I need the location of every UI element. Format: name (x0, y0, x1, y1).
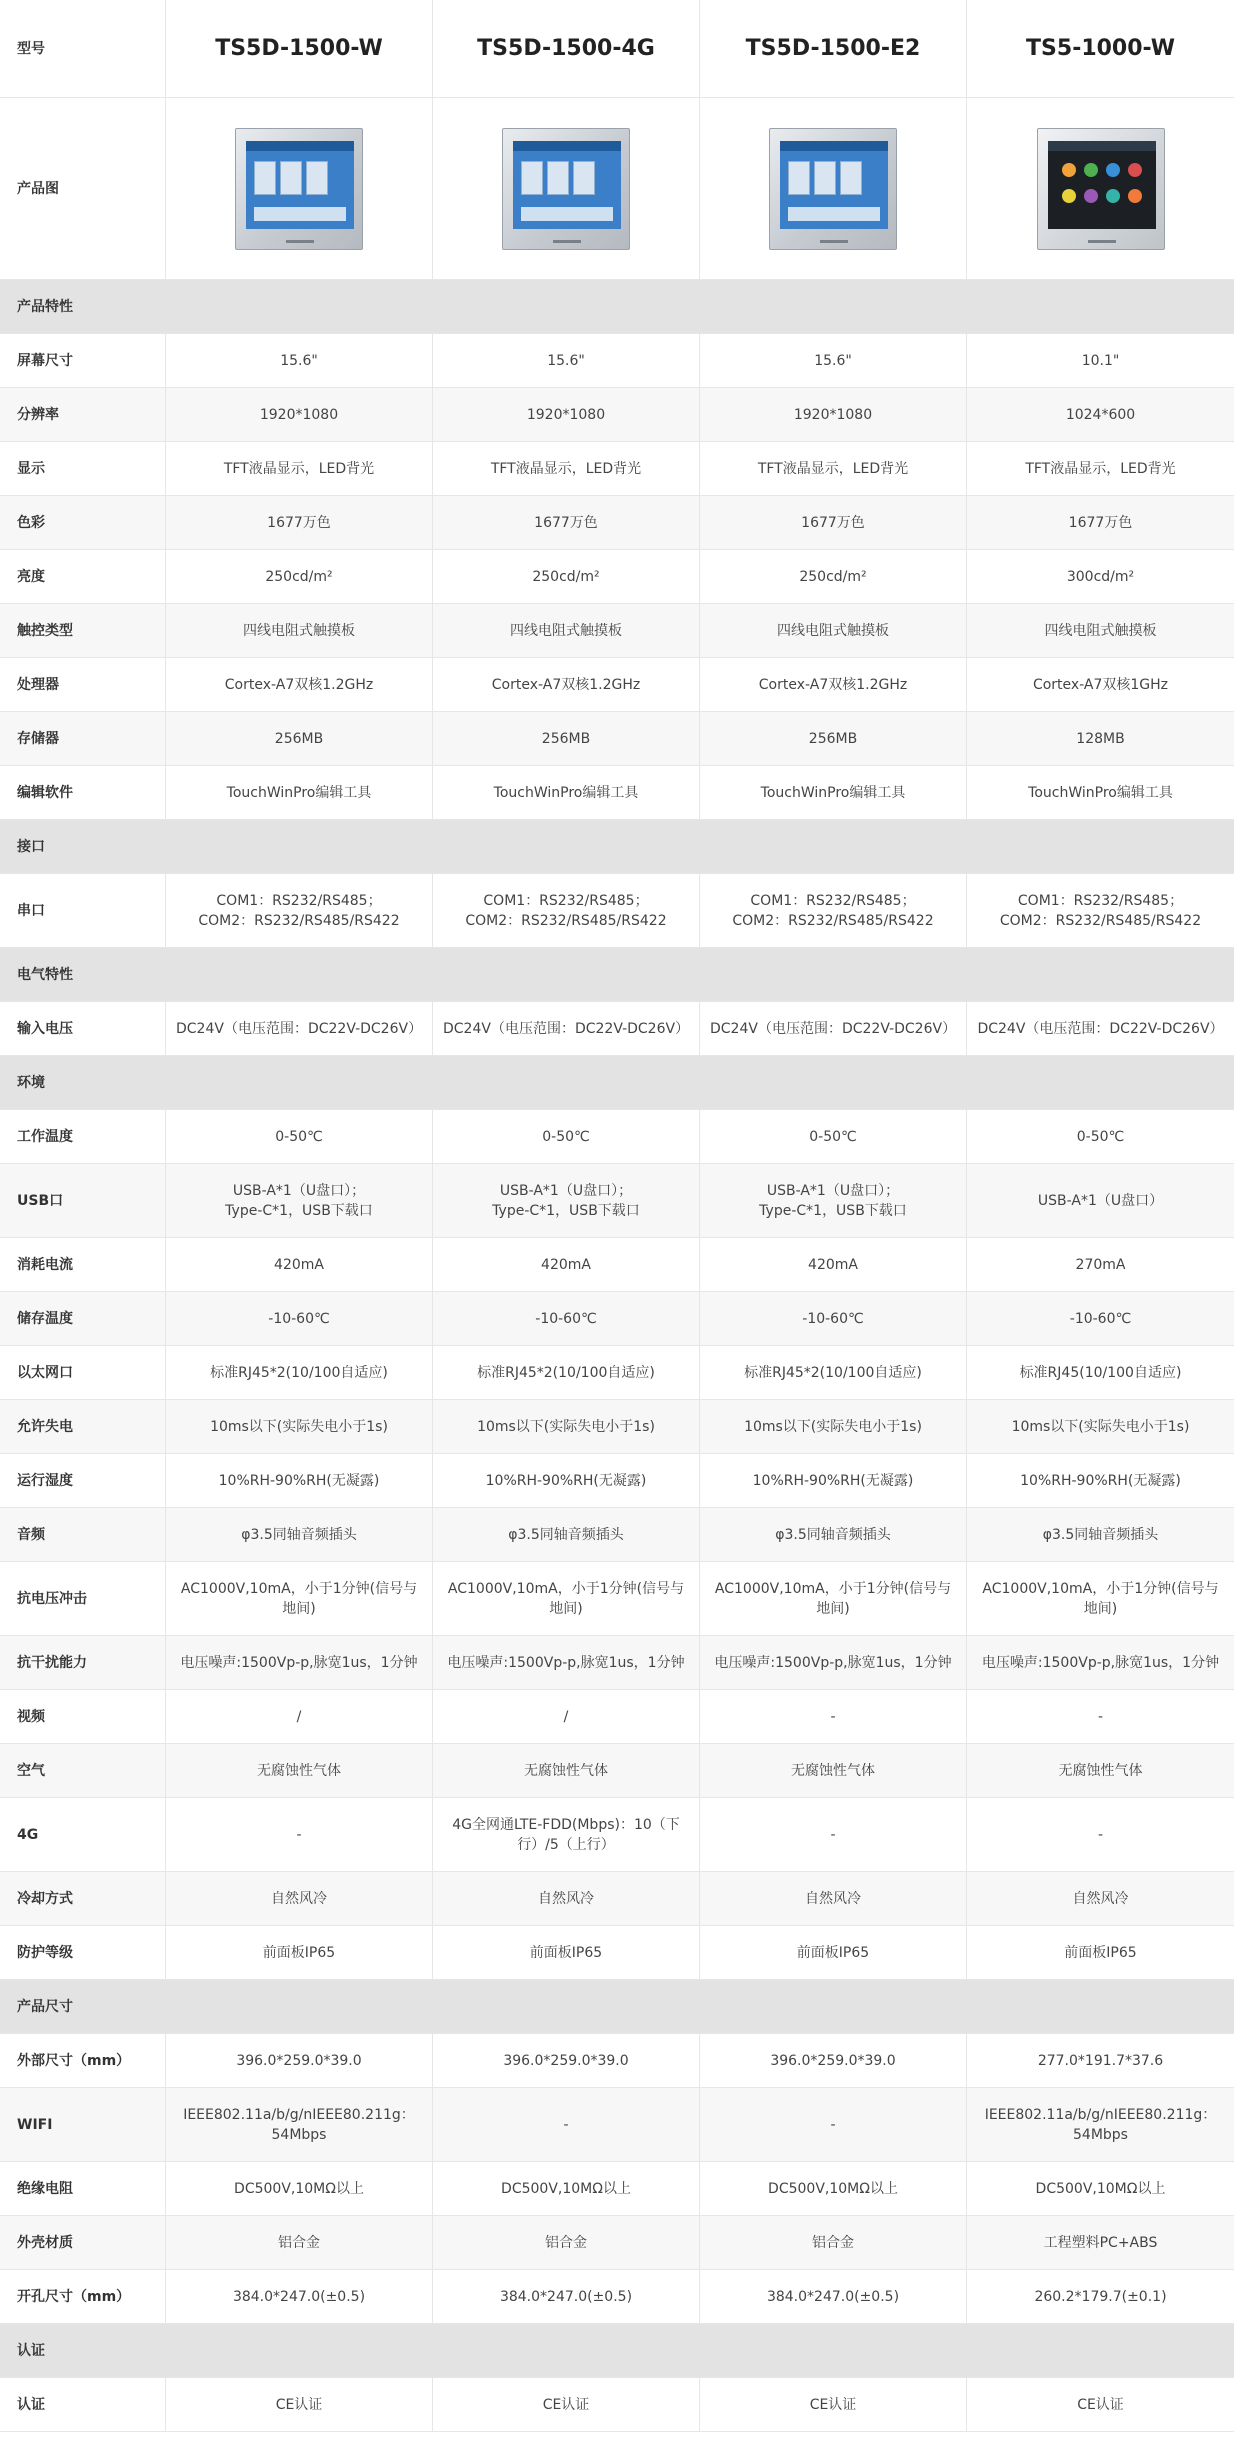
screen-tank-graphic (814, 161, 836, 195)
spec-value: 标准RJ45*2(10/100自适应) (433, 1346, 700, 1399)
spec-label: 外壳材质 (0, 2216, 166, 2269)
spec-value: 420mA (166, 1238, 433, 1291)
product-image-row (0, 98, 1234, 280)
spec-value: AC1000V,10mA，小于1分钟(信号与地间) (433, 1562, 700, 1635)
spec-value: 256MB (700, 712, 967, 765)
spec-value: TouchWinPro编辑工具 (166, 766, 433, 819)
section-title: 认证 (17, 2342, 45, 2359)
spec-value: CE认证 (700, 2378, 967, 2431)
spec-value: TFT液晶显示，LED背光 (1025, 460, 1176, 477)
spec-value: 15.6" (433, 334, 700, 387)
screen-app-icon (1084, 163, 1098, 177)
spec-value: 电压噪声:1500Vp-p,脉宽1us，1分钟 (981, 1654, 1220, 1671)
spec-row (0, 550, 1234, 604)
spec-value: DC500V,10MΩ以上 (1035, 2180, 1166, 2197)
spec-value: -10-60℃ (166, 1292, 433, 1345)
screen-tank-graphic (521, 161, 543, 195)
section-header (0, 2324, 1234, 2378)
spec-label: 串口 (0, 874, 166, 947)
model-name: TS5D-1500-W (166, 0, 433, 97)
spec-label: 外部尺寸（mm） (0, 2034, 166, 2087)
section-title: 产品特性 (17, 298, 73, 315)
spec-row (0, 1636, 1234, 1690)
spec-value: -10-60℃ (1069, 1310, 1132, 1327)
screen-app-icon (1106, 189, 1120, 203)
section-title: 产品尺寸 (17, 1998, 73, 2015)
spec-value: - (1097, 1826, 1104, 1843)
spec-value: 396.0*259.0*39.0 (700, 2034, 967, 2087)
spec-label: 以太网口 (0, 1346, 166, 1399)
spec-value: COM1：RS232/RS485； COM2：RS232/RS485/RS422 (166, 874, 433, 947)
spec-value: - (1097, 1708, 1104, 1725)
product-image (769, 128, 897, 250)
spec-value: TouchWinPro编辑工具 (700, 766, 967, 819)
spec-label: 输入电压 (0, 1002, 166, 1055)
spec-label: 冷却方式 (0, 1872, 166, 1925)
spec-value: 0-50℃ (166, 1110, 433, 1163)
spec-value: IEEE802.11a/b/g/nIEEE80.211g：54Mbps (984, 2106, 1217, 2143)
spec-value: 1920*1080 (166, 388, 433, 441)
spec-value: 四线电阻式触摸板 (166, 604, 433, 657)
product-image (235, 128, 363, 250)
screen-tank-graphic (547, 161, 569, 195)
spec-value: 4G全网通LTE-FDD(Mbps)：10（下行）/5（上行） (433, 1798, 700, 1871)
spec-value: 384.0*247.0(±0.5) (166, 2270, 433, 2323)
panel-frame (235, 128, 363, 250)
spec-value: DC24V（电压范围：DC22V-DC26V） (700, 1002, 967, 1055)
spec-value: DC24V（电压范围：DC22V-DC26V） (977, 1020, 1224, 1037)
spec-value: 1920*1080 (700, 388, 967, 441)
spec-value: / (433, 1690, 700, 1743)
screen-app-icon (1128, 163, 1142, 177)
spec-value: 自然风冷 (700, 1872, 967, 1925)
spec-label: 触控类型 (0, 604, 166, 657)
spec-value: 四线电阻式触摸板 (1044, 622, 1157, 639)
spec-value: 工程塑料PC+ABS (1043, 2234, 1158, 2251)
spec-value: 10ms以下(实际失电小于1s) (433, 1400, 700, 1453)
spec-row (0, 874, 1234, 948)
spec-row (0, 2216, 1234, 2270)
screen-app-icon (1062, 163, 1076, 177)
spec-row (0, 1238, 1234, 1292)
spec-value: 0-50℃ (700, 1110, 967, 1163)
screen-status-bar (254, 207, 346, 221)
spec-value: 10%RH-90%RH(无凝露) (433, 1454, 700, 1507)
spec-label: 4G (0, 1798, 166, 1871)
screen-status-bar (521, 207, 613, 221)
spec-value: TouchWinPro编辑工具 (1028, 784, 1173, 801)
spec-value: TFT液晶显示，LED背光 (700, 442, 967, 495)
spec-value: 10.1" (1081, 352, 1120, 369)
panel-frame (502, 128, 630, 250)
spec-label: 运行湿度 (0, 1454, 166, 1507)
spec-label: 防护等级 (0, 1926, 166, 1979)
screen-app-icon (1062, 189, 1076, 203)
spec-value: 1920*1080 (433, 388, 700, 441)
spec-value: DC500V,10MΩ以上 (166, 2162, 433, 2215)
spec-value: 10ms以下(实际失电小于1s) (1011, 1418, 1190, 1435)
spec-value: φ3.5同轴音频插头 (433, 1508, 700, 1561)
spec-value: 277.0*191.7*37.6 (1037, 2052, 1164, 2069)
spec-value: 1024*600 (1065, 406, 1136, 423)
model-name: TS5D-1500-4G (433, 0, 700, 97)
header-row (0, 0, 1234, 98)
spec-value: 1677万色 (433, 496, 700, 549)
spec-value: 前面板IP65 (433, 1926, 700, 1979)
spec-value: - (700, 2088, 967, 2161)
spec-value: 前面板IP65 (1064, 1944, 1137, 1961)
spec-row (0, 1872, 1234, 1926)
screen-tank-graphic (280, 161, 302, 195)
spec-row (0, 1690, 1234, 1744)
spec-value: 396.0*259.0*39.0 (166, 2034, 433, 2087)
spec-row (0, 496, 1234, 550)
product-image-cell (700, 98, 967, 279)
spec-value: 10%RH-90%RH(无凝露) (1020, 1472, 1181, 1489)
screen-tank-graphic (788, 161, 810, 195)
product-image-cell (967, 98, 1234, 279)
spec-row (0, 1292, 1234, 1346)
spec-value: 无腐蚀性气体 (433, 1744, 700, 1797)
spec-value: Cortex-A7双核1.2GHz (700, 658, 967, 711)
spec-label: USB口 (0, 1164, 166, 1237)
spec-row (0, 1346, 1234, 1400)
spec-row (0, 1926, 1234, 1980)
spec-row (0, 658, 1234, 712)
section-header (0, 1056, 1234, 1110)
spec-value: 384.0*247.0(±0.5) (433, 2270, 700, 2323)
spec-row (0, 766, 1234, 820)
spec-label: 空气 (0, 1744, 166, 1797)
spec-label: 色彩 (0, 496, 166, 549)
screen-tank-graphic (840, 161, 862, 195)
spec-value: 四线电阻式触摸板 (700, 604, 967, 657)
spec-value: 256MB (166, 712, 433, 765)
spec-label: 音频 (0, 1508, 166, 1561)
product-image (1037, 128, 1165, 250)
spec-value: TouchWinPro编辑工具 (433, 766, 700, 819)
spec-value: 0-50℃ (1076, 1128, 1125, 1145)
section-title: 接口 (17, 838, 45, 855)
panel-screen (246, 141, 354, 229)
spec-value: 396.0*259.0*39.0 (433, 2034, 700, 2087)
panel-frame (1037, 128, 1165, 250)
spec-value: COM1：RS232/RS485； COM2：RS232/RS485/RS422 (433, 874, 700, 947)
spec-value: 无腐蚀性气体 (700, 1744, 967, 1797)
spec-value: - (433, 2088, 700, 2161)
spec-value: 自然风冷 (166, 1872, 433, 1925)
spec-value: COM1：RS232/RS485； COM2：RS232/RS485/RS422 (999, 892, 1202, 929)
spec-row (0, 2034, 1234, 2088)
spec-row (0, 1400, 1234, 1454)
spec-value: 前面板IP65 (166, 1926, 433, 1979)
spec-value: 标准RJ45*2(10/100自适应) (166, 1346, 433, 1399)
spec-value: AC1000V,10mA，小于1分钟(信号与地间) (982, 1580, 1219, 1617)
spec-value: 250cd/m² (700, 550, 967, 603)
spec-row (0, 2270, 1234, 2324)
spec-value: DC500V,10MΩ以上 (700, 2162, 967, 2215)
section-header (0, 948, 1234, 1002)
panel-screen (1048, 141, 1156, 229)
spec-value: 10%RH-90%RH(无凝露) (700, 1454, 967, 1507)
spec-value: AC1000V,10mA，小于1分钟(信号与地间) (166, 1562, 433, 1635)
spec-label: 显示 (0, 442, 166, 495)
panel-screen (513, 141, 621, 229)
screen-tank-graphic (254, 161, 276, 195)
spec-value: USB-A*1（U盘口）； Type-C*1，USB下载口 (433, 1164, 700, 1237)
spec-value: 300cd/m² (1066, 568, 1135, 585)
spec-value: 10%RH-90%RH(无凝露) (166, 1454, 433, 1507)
spec-value: Cortex-A7双核1.2GHz (433, 658, 700, 711)
spec-value: φ3.5同轴音频插头 (166, 1508, 433, 1561)
spec-value: 电压噪声:1500Vp-p,脉宽1us，1分钟 (166, 1636, 433, 1689)
screen-tank-graphic (306, 161, 328, 195)
screen-title-bar (1048, 141, 1156, 151)
spec-label: 允许失电 (0, 1400, 166, 1453)
section-header (0, 1980, 1234, 2034)
spec-row (0, 334, 1234, 388)
spec-value: USB-A*1（U盘口） (1037, 1192, 1164, 1209)
spec-value: 铝合金 (166, 2216, 433, 2269)
spec-label: 抗电压冲击 (0, 1562, 166, 1635)
screen-title-bar (513, 141, 621, 151)
spec-value: 自然风冷 (1072, 1890, 1129, 1907)
spec-row (0, 442, 1234, 496)
spec-label: 编辑软件 (0, 766, 166, 819)
product-image (502, 128, 630, 250)
spec-value: -10-60℃ (433, 1292, 700, 1345)
spec-value: 420mA (433, 1238, 700, 1291)
section-title: 电气特性 (17, 966, 73, 983)
spec-value: CE认证 (433, 2378, 700, 2431)
spec-value: DC500V,10MΩ以上 (433, 2162, 700, 2215)
spec-label: 绝缘电阻 (0, 2162, 166, 2215)
spec-row (0, 1454, 1234, 1508)
spec-value: 256MB (433, 712, 700, 765)
spec-label: 消耗电流 (0, 1238, 166, 1291)
panel-logo-strip (286, 240, 314, 243)
spec-row (0, 712, 1234, 766)
spec-value: 10ms以下(实际失电小于1s) (166, 1400, 433, 1453)
spec-value: COM1：RS232/RS485； COM2：RS232/RS485/RS422 (700, 874, 967, 947)
spec-value: 0-50℃ (433, 1110, 700, 1163)
spec-label: 处理器 (0, 658, 166, 711)
spec-value: TFT液晶显示，LED背光 (166, 442, 433, 495)
spec-row (0, 1164, 1234, 1238)
spec-row (0, 1002, 1234, 1056)
spec-value: 自然风冷 (433, 1872, 700, 1925)
spec-label: 认证 (0, 2378, 166, 2431)
spec-value: 250cd/m² (433, 550, 700, 603)
spec-row (0, 604, 1234, 658)
screen-title-bar (780, 141, 888, 151)
spec-value: 电压噪声:1500Vp-p,脉宽1us，1分钟 (433, 1636, 700, 1689)
section-header (0, 820, 1234, 874)
spec-value: AC1000V,10mA，小于1分钟(信号与地间) (700, 1562, 967, 1635)
spec-value: 铝合金 (700, 2216, 967, 2269)
spec-label: 分辨率 (0, 388, 166, 441)
spec-value: 前面板IP65 (700, 1926, 967, 1979)
spec-value: - (166, 1798, 433, 1871)
section-header (0, 280, 1234, 334)
spec-value: CE认证 (166, 2378, 433, 2431)
spec-value: 无腐蚀性气体 (1058, 1762, 1143, 1779)
screen-title-bar (246, 141, 354, 151)
spec-value: DC24V（电压范围：DC22V-DC26V） (433, 1002, 700, 1055)
spec-value: 10ms以下(实际失电小于1s) (700, 1400, 967, 1453)
spec-value: 无腐蚀性气体 (166, 1744, 433, 1797)
spec-row (0, 2088, 1234, 2162)
panel-logo-strip (1088, 240, 1116, 243)
spec-label: 存储器 (0, 712, 166, 765)
spec-value: 420mA (700, 1238, 967, 1291)
spec-value: 1677万色 (700, 496, 967, 549)
spec-value: - (700, 1690, 967, 1743)
spec-value: -10-60℃ (700, 1292, 967, 1345)
screen-status-bar (788, 207, 880, 221)
panel-logo-strip (553, 240, 581, 243)
screen-app-icon (1084, 189, 1098, 203)
panel-frame (769, 128, 897, 250)
spec-value: Cortex-A7双核1.2GHz (166, 658, 433, 711)
spec-value: 1677万色 (1068, 514, 1133, 531)
spec-label: 储存温度 (0, 1292, 166, 1345)
spec-value: 四线电阻式触摸板 (433, 604, 700, 657)
spec-value: 标准RJ45*2(10/100自适应) (700, 1346, 967, 1399)
spec-row (0, 388, 1234, 442)
spec-value: φ3.5同轴音频插头 (700, 1508, 967, 1561)
spec-value: TFT液晶显示，LED背光 (433, 442, 700, 495)
spec-label: 开孔尺寸（mm） (0, 2270, 166, 2323)
spec-value: 250cd/m² (166, 550, 433, 603)
model-name: TS5-1000-W (1026, 35, 1175, 61)
model-name: TS5D-1500-E2 (700, 0, 967, 97)
spec-row (0, 1744, 1234, 1798)
spec-value: CE认证 (1077, 2396, 1124, 2413)
panel-screen (780, 141, 888, 229)
screen-tank-graphic (573, 161, 595, 195)
spec-value: 128MB (1076, 730, 1125, 747)
product-image-cell (433, 98, 700, 279)
spec-value: USB-A*1（U盘口）； Type-C*1，USB下载口 (166, 1164, 433, 1237)
spec-row (0, 2378, 1234, 2432)
spec-row (0, 1562, 1234, 1636)
spec-value: IEEE802.11a/b/g/nIEEE80.211g：54Mbps (166, 2088, 433, 2161)
spec-value: 1677万色 (166, 496, 433, 549)
spec-label: 工作温度 (0, 1110, 166, 1163)
spec-value: φ3.5同轴音频插头 (1042, 1526, 1159, 1543)
spec-value: 260.2*179.7(±0.1) (1034, 2288, 1167, 2305)
screen-app-icon (1128, 189, 1142, 203)
spec-label: WIFI (0, 2088, 166, 2161)
spec-value: 15.6" (166, 334, 433, 387)
spec-row (0, 1110, 1234, 1164)
spec-row (0, 2162, 1234, 2216)
spec-value: Cortex-A7双核1GHz (1032, 676, 1169, 693)
spec-value: / (166, 1690, 433, 1743)
spec-value: 铝合金 (433, 2216, 700, 2269)
screen-app-icon (1106, 163, 1120, 177)
product-image-cell (166, 98, 433, 279)
spec-label: 屏幕尺寸 (0, 334, 166, 387)
panel-logo-strip (820, 240, 848, 243)
image-row-label: 产品图 (0, 98, 166, 279)
spec-label: 视频 (0, 1690, 166, 1743)
spec-label: 抗干扰能力 (0, 1636, 166, 1689)
spec-value: DC24V（电压范围：DC22V-DC26V） (166, 1002, 433, 1055)
spec-value: 电压噪声:1500Vp-p,脉宽1us，1分钟 (700, 1636, 967, 1689)
spec-value: - (700, 1798, 967, 1871)
spec-value: 384.0*247.0(±0.5) (700, 2270, 967, 2323)
spec-row (0, 1798, 1234, 1872)
section-title: 环境 (17, 1074, 45, 1091)
spec-value: 270mA (1075, 1256, 1126, 1273)
spec-value: 15.6" (700, 334, 967, 387)
spec-value: 标准RJ45(10/100自适应) (1019, 1364, 1182, 1381)
spec-row (0, 1508, 1234, 1562)
spec-value: USB-A*1（U盘口）； Type-C*1，USB下载口 (700, 1164, 967, 1237)
header-label: 型号 (0, 0, 166, 97)
spec-label: 亮度 (0, 550, 166, 603)
